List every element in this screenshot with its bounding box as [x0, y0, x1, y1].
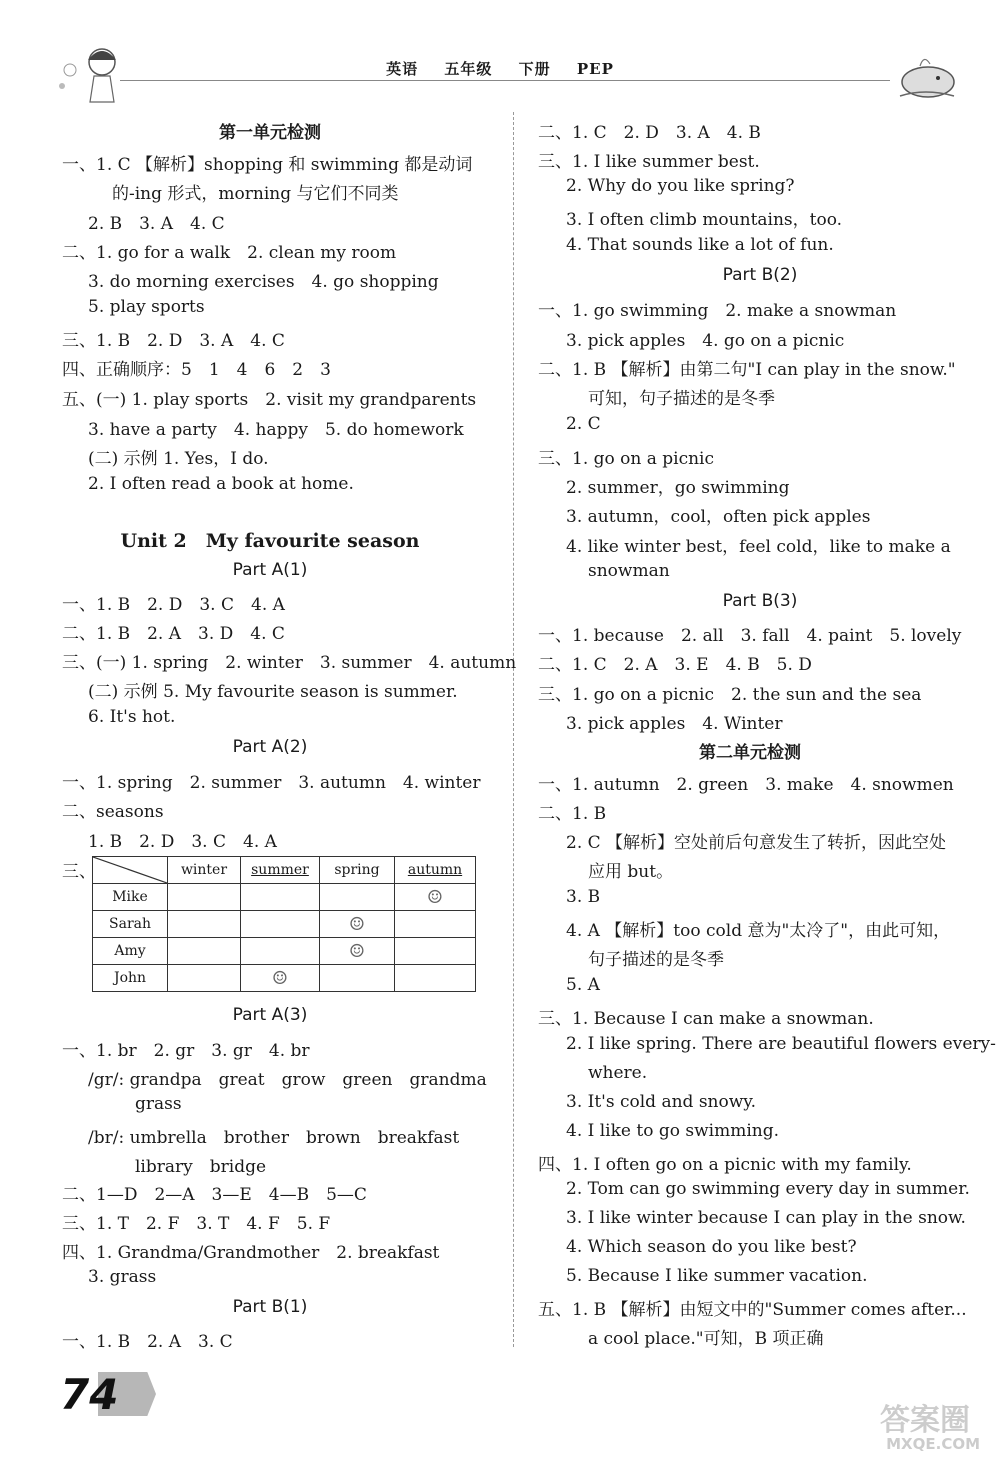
answer-line: 2. I often read a book at home.	[88, 474, 354, 494]
answer-line: 3. B	[566, 887, 601, 907]
answer-line: 三、1. go on a picnic	[538, 449, 715, 469]
smiley-icon: ☺	[348, 913, 366, 935]
answer-line: 4. A 【解析】too cold 意为"太冷了"，由此可知，	[566, 921, 951, 941]
table-row-label: Mike	[93, 884, 168, 911]
season-table	[92, 856, 476, 992]
page-header	[0, 0, 1000, 110]
unit2-title: Unit 2 My favourite season	[120, 530, 420, 552]
answer-line: 四、1. I often go on a picnic with my family.	[538, 1155, 912, 1175]
answer-line: 的-ing 形式，morning 与它们不同类	[112, 184, 399, 204]
page-number: 74	[60, 1370, 119, 1419]
answer-line: 五、1. B 【解析】由短文中的"Summer comes after...	[538, 1300, 967, 1320]
answer-line: 一、1. br 2. gr 3. gr 4. br	[62, 1041, 310, 1061]
table-row-label: Sarah	[93, 911, 168, 938]
edition: PEP	[576, 60, 614, 78]
answer-line: 三、	[62, 862, 96, 882]
smiley-icon: ☺	[271, 967, 289, 989]
answer-line: 2. I like spring. There are beautiful flowers every-	[566, 1034, 996, 1054]
answer-line: 5. play sports	[88, 297, 205, 317]
answer-line: 一、1. B 2. A 3. C	[62, 1332, 233, 1352]
table-row-label: John	[93, 965, 168, 992]
table-row-label: Amy	[93, 938, 168, 965]
answer-line: 5. A	[566, 975, 600, 995]
grade: 五年级	[444, 60, 493, 78]
smiley-icon: ☺	[348, 940, 366, 962]
answer-line: 3. pick apples 4. Winter	[566, 714, 783, 734]
table-header-cell: spring	[320, 857, 395, 884]
answer-line: 三、(一) 1. spring 2. winter 3. summer 4. autumn	[62, 653, 517, 673]
answer-line: 三、1. Because I can make a snowman.	[538, 1009, 874, 1029]
answer-line: 3. do morning exercises 4. go shopping	[88, 272, 439, 292]
answer-line: 一、1. C 【解析】shopping 和 swimming 都是动词	[62, 155, 473, 175]
answer-line: 3. pick apples 4. go on a picnic	[566, 331, 845, 351]
part-b3-title: Part B(3)	[722, 591, 798, 611]
part-b2-title: Part B(2)	[722, 265, 798, 285]
table-row	[93, 938, 476, 965]
answer-line: 6. It's hot.	[88, 707, 176, 727]
part-b1-title: Part B(1)	[232, 1297, 308, 1317]
answer-line: 4. Which season do you like best?	[566, 1237, 857, 1257]
answer-line: 4. like winter best，feel cold，like to make a	[566, 537, 951, 557]
table-header-cell: autumn	[395, 857, 476, 884]
answer-line: 4. I like to go swimming.	[566, 1121, 779, 1141]
table-header-cell: winter	[168, 857, 241, 884]
watermark	[830, 1395, 980, 1455]
smiley-icon: ☺	[426, 886, 444, 908]
answer-line: 应用 but。	[588, 862, 674, 882]
answer-line: 二、1. go for a walk 2. clean my room	[62, 243, 397, 263]
part-a1-title: Part A(1)	[232, 560, 308, 580]
column-divider	[513, 112, 514, 1347]
answer-line: 二、1—D 2—A 3—E 4—B 5—C	[62, 1185, 367, 1205]
answer-line: (二) 示例 5. My favourite season is summer.	[88, 682, 458, 702]
answer-line: 2. Why do you like spring?	[566, 176, 795, 196]
answer-line: 2. C 【解析】空处前后句意发生了转折，因此空处	[566, 833, 947, 853]
whale-illustration-icon	[890, 48, 960, 103]
answer-line: /gr/: grandpa great grow green grandma	[88, 1070, 487, 1090]
answer-line: 四、正确顺序：5 1 4 6 2 3	[62, 360, 331, 380]
answer-line: library bridge	[135, 1157, 267, 1177]
table-header-cell: summer	[241, 857, 320, 884]
answer-line: 一、1. B 2. D 3. C 4. A	[62, 595, 285, 615]
header-rule	[120, 80, 890, 81]
answer-line: 三、1. go on a picnic 2. the sun and the sea	[538, 685, 922, 705]
subject: 英语	[386, 60, 419, 78]
answer-line: 二、seasons	[62, 802, 164, 822]
answer-line: 一、1. because 2. all 3. fall 4. paint 5. lovely	[538, 626, 962, 646]
answer-line: 句子描述的是冬季	[588, 950, 724, 970]
answer-line: 3. have a party 4. happy 5. do homework	[88, 420, 464, 440]
answer-line: 一、1. autumn 2. green 3. make 4. snowmen	[538, 775, 954, 795]
answer-line: 二、1. B 【解析】由第二句"I can play in the snow."	[538, 360, 956, 380]
part-a3-title: Part A(3)	[232, 1005, 308, 1025]
table-row	[93, 965, 476, 992]
watermark-url: MXQE.COM	[886, 1435, 980, 1453]
answer-line: /br/: umbrella brother brown breakfast	[88, 1128, 460, 1148]
answer-line: grass	[135, 1094, 182, 1114]
answer-line: 五、(一) 1. play sports 2. visit my grandparents	[62, 390, 477, 410]
answer-line: a cool place."可知，B 项正确	[588, 1329, 824, 1349]
answer-line: snowman	[588, 561, 670, 581]
answer-line: 3. grass	[88, 1267, 157, 1287]
answer-line: 3. It's cold and snowy.	[566, 1092, 757, 1112]
unit1-test-title: 第一单元检测	[219, 123, 321, 143]
table-row	[93, 884, 476, 911]
answer-line: 3. autumn，cool，often pick apples	[566, 507, 871, 527]
answer-line: 可知，句子描述的是冬季	[588, 389, 775, 409]
answer-line: 二、1. B	[538, 804, 607, 824]
answer-line: 2. B 3. A 4. C	[88, 214, 225, 234]
answer-line: 四、1. Grandma/Grandmother 2. breakfast	[62, 1243, 440, 1263]
answer-line: 2. C	[566, 414, 601, 434]
answer-line: 三、1. B 2. D 3. A 4. C	[62, 331, 285, 351]
volume: 下册	[518, 60, 551, 78]
part-a2-title: Part A(2)	[232, 737, 308, 757]
answer-line: (二) 示例 1. Yes，I do.	[88, 449, 269, 469]
table-header-row	[93, 857, 476, 884]
answer-line: 4. That sounds like a lot of fun.	[566, 235, 834, 255]
answer-line: 二、1. B 2. A 3. D 4. C	[62, 624, 285, 644]
header-title	[0, 58, 1000, 79]
watermark-text: 答案圈	[880, 1403, 970, 1438]
answer-line: 三、1. I like summer best.	[538, 152, 760, 172]
table-row	[93, 911, 476, 938]
table-corner-cell	[93, 857, 168, 884]
answer-line: 二、1. C 2. D 3. A 4. B	[538, 123, 761, 143]
answer-line: 3. I like winter because I can play in the snow.	[566, 1208, 966, 1228]
diagonal-line	[93, 857, 167, 883]
answer-line: 2. Tom can go swimming every day in summer.	[566, 1179, 970, 1199]
answer-line: 一、1. go swimming 2. make a snowman	[538, 301, 897, 321]
answer-line: 二、1. C 2. A 3. E 4. B 5. D	[538, 655, 812, 675]
unit2-test-title: 第二单元检测	[699, 743, 801, 763]
answer-line: 3. I often climb mountains，too.	[566, 210, 843, 230]
answer-line: 三、1. T 2. F 3. T 4. F 5. F	[62, 1214, 331, 1234]
answer-line: 1. B 2. D 3. C 4. A	[88, 832, 277, 852]
answer-line: 5. Because I like summer vacation.	[566, 1266, 868, 1286]
answer-line: 2. summer，go swimming	[566, 478, 790, 498]
answer-line: where.	[588, 1063, 648, 1083]
answer-line: 一、1. spring 2. summer 3. autumn 4. winter	[62, 773, 481, 793]
